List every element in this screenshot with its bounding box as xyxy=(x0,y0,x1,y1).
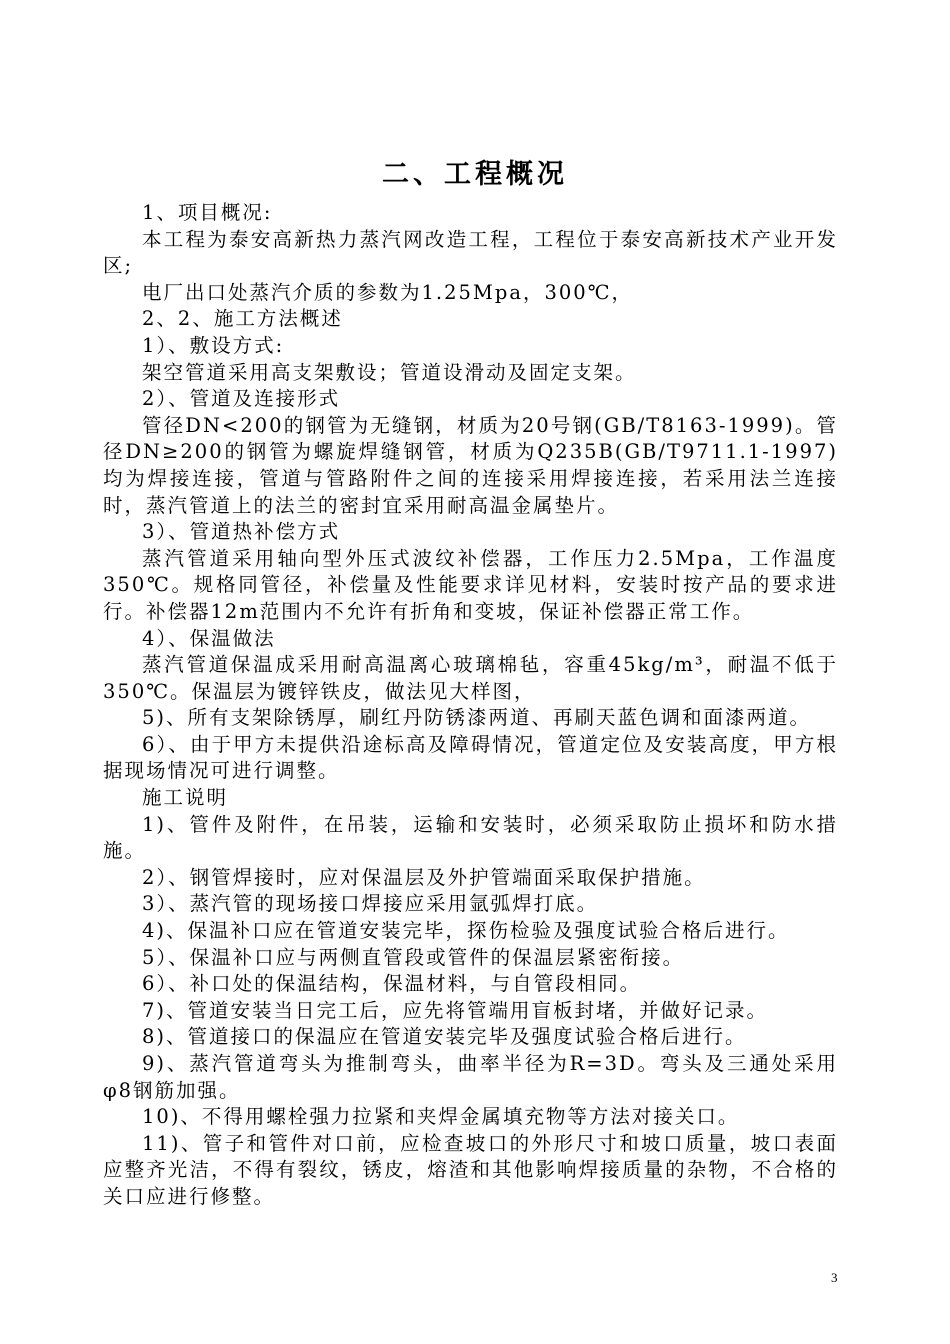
paragraph-1: 1、项目概况: xyxy=(142,201,273,224)
paragraph-9: 3）、管道热补偿方式 xyxy=(142,520,341,544)
paragraph-14: 6）、由于甲方未提供沿途标高及障碍情况，管道定位及安装高度，甲方根据现场情况可进行调整。 xyxy=(103,732,838,783)
paragraph-19: 4)、保温补口应在管道安装完毕，探伤检验及强度试验合格后进行。 xyxy=(142,919,790,943)
section-title: 二、工程概况 xyxy=(382,159,568,190)
paragraph-24: 9)、蒸汽管道弯头为推制弯头，曲率半径为R=3D。弯头及三通处采用φ8钢筋加强。 xyxy=(103,1052,838,1102)
paragraph-11: 4）、保温做法 xyxy=(142,626,276,650)
paragraph-25: 10)、不得用螺栓强力拉紧和夹焊金属填充物等方法对接关口。 xyxy=(142,1105,740,1129)
paragraph-22: 7)、管道安装当日完工后，应先将管端用盲板封堵，并做好记录。 xyxy=(142,998,769,1022)
paragraph-2: 本工程为泰安高新热力蒸汽网改造工程，工程位于泰安高新技术产业开发区; xyxy=(103,227,838,278)
paragraph-16: 1)、管件及附件，在吊装，运输和安装时，必须采取防止损坏和防水措施。 xyxy=(103,812,838,863)
paragraph-13: 5)、所有支架除锈厚，刷红丹防锈漆两道、再刷天蓝色调和面漆两道。 xyxy=(142,706,812,730)
paragraph-3: 电厂出口处蒸汽介质的参数为1.25Mpa，300℃， xyxy=(142,280,634,304)
paragraph-7: 2）、管道及连接形式 xyxy=(142,387,341,411)
paragraph-26: 11)、管子和管件对口前，应检查坡口的外形尺寸和坡口质量，坡口表面应整齐光洁，不得有裂纹，锈皮，熔渣和其他影响焊接质量的杂物，不合格的关口应进行修整。 xyxy=(103,1131,838,1208)
paragraph-8: 管径DN<200的钢管为无缝钢，材质为20号钢(GB/T8163-1999)。管径DN≥200的钢管为螺旋焊缝钢管，材质为Q235B(GB/T9711.1-1997)均为焊接连接，管道与管路附件之间的连接采用焊接连接，若采用法兰连接时，蒸汽管道上的法兰的密封宜采用耐高温金属垫片。 xyxy=(103,413,838,517)
paragraph-4: 2、2、施工方法概述 xyxy=(142,307,343,331)
body-text xyxy=(103,200,838,1211)
paragraph-23: 8)、管道接口的保温应在管道安装完毕及强度试验合格后进行。 xyxy=(142,1025,747,1049)
paragraph-15: 施工说明 xyxy=(142,786,229,810)
paragraph-10: 蒸汽管道采用轴向型外压式波纹补偿器，工作压力2.5Mpa，工作温度350℃。规格同管径，补偿量及性能要求详见材料，安装时按产品的要求进行。补偿器12m范围内不允许有折角和变坡，保证补偿器正常工作。 xyxy=(103,546,838,623)
paragraph-17: 2）、钢管焊接时，应对保温层及外护管端面采取保护措施。 xyxy=(142,865,706,889)
paragraph-6: 架空管道采用高支架敷设；管道设滑动及固定支架。 xyxy=(142,360,637,384)
paragraph-12: 蒸汽管道保温成采用耐高温离心玻璃棉毡，容重45kg/m³，耐温不低于350℃。保温层为镀锌铁皮，做法见大样图， xyxy=(103,653,838,703)
page-number: 3 xyxy=(831,1270,838,1285)
paragraph-18: 3）、蒸汽管的现场接口焊接应采用氩弧焊打底。 xyxy=(142,892,599,916)
paragraph-20: 5）、保温补口应与两侧直管段或管件的保温层紧密衔接。 xyxy=(142,945,685,969)
paragraph-21: 6）、补口处的保温结构，保温材料，与自管段相同。 xyxy=(142,972,642,996)
paragraph-5: 1）、敷设方式: xyxy=(142,333,285,357)
